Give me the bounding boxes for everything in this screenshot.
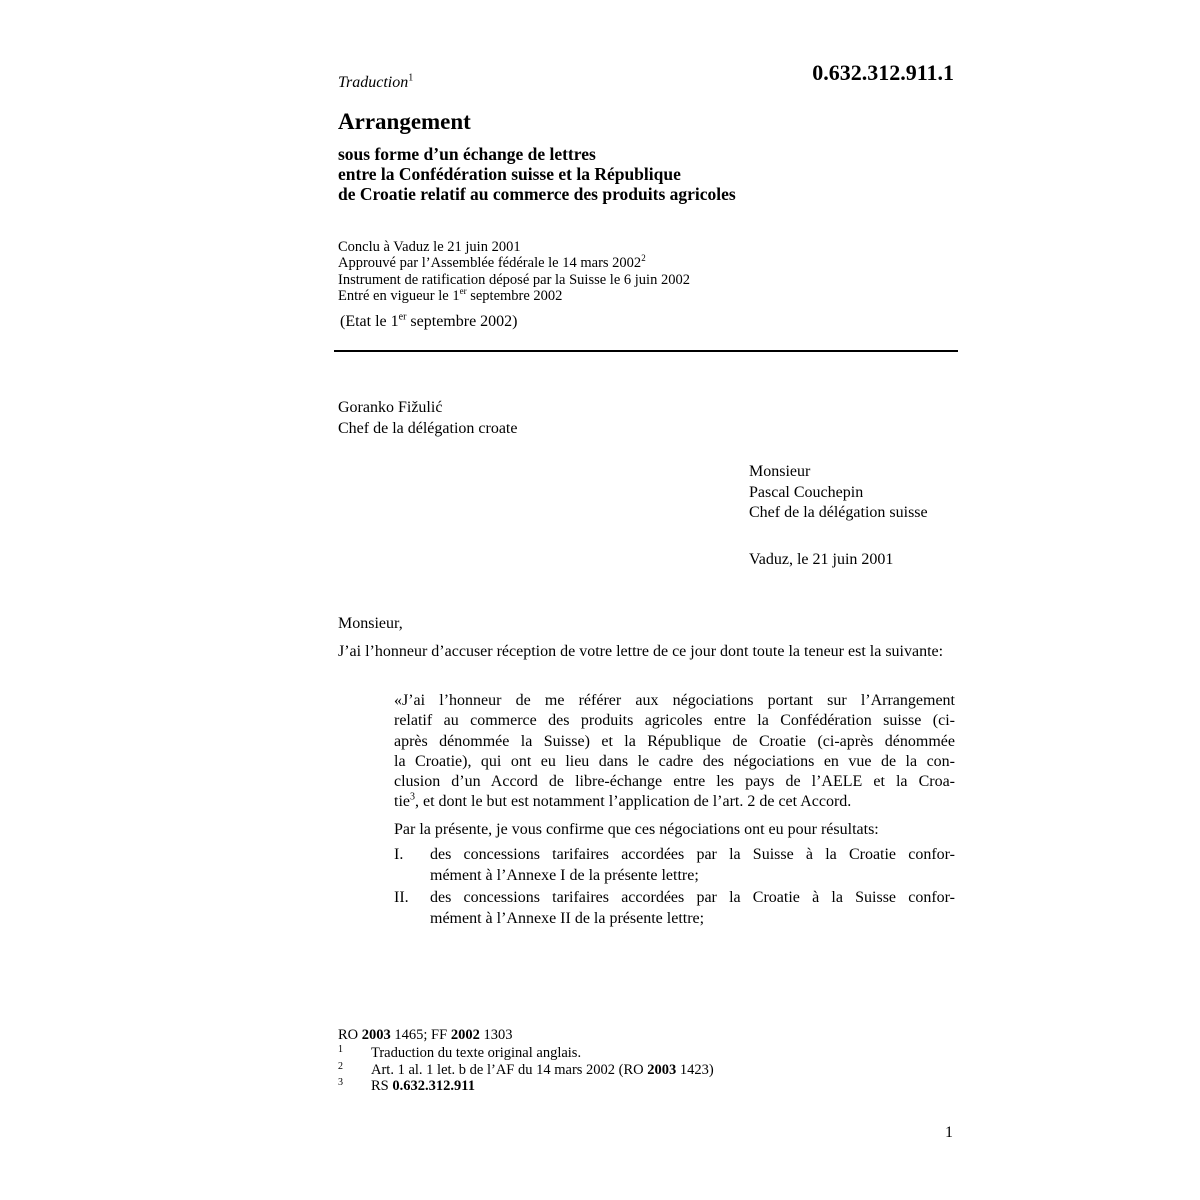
footnote-text-suffix: 1423)	[679, 1061, 714, 1078]
ordinal-sup: er	[459, 286, 467, 297]
subtitle-line: de Croatie relatif au commerce des produits agricoles	[338, 184, 736, 204]
subtitle-line: sous forme d’un échange de lettres	[338, 144, 596, 164]
result-item-text	[430, 845, 955, 886]
footnote-number: 3	[338, 1077, 343, 1088]
official-source	[338, 1027, 512, 1044]
footnote-text	[371, 1062, 714, 1078]
subtitle-line: entre la Confédération suisse et la République	[338, 164, 681, 184]
quote-last-suffix: , et dont le but est notamment l’application de l’art. 2 de cet Accord.	[415, 793, 852, 811]
quoted-letter	[394, 691, 955, 813]
quote-line: clusion d’un Accord de libre-échange entre les pays de l’AELE et la Croa-	[394, 773, 955, 791]
footnotes	[338, 1045, 714, 1095]
footnote-text	[371, 1078, 475, 1094]
footnote-ref-3[interactable]: 3	[410, 792, 415, 804]
result-item	[394, 845, 955, 886]
letter-salutation: Monsieur,	[338, 615, 403, 632]
state-prefix: (Etat le 1	[340, 313, 399, 330]
translation-label	[338, 74, 413, 92]
result-item-line: mément à l’Annexe II de la présente lettre;	[430, 909, 705, 927]
letter-intro: J’ai l’honneur d’accuser réception de votre lettre de ce jour dont toute la teneur est la suivante:	[338, 643, 944, 660]
recipient-role: Chef de la délégation suisse	[749, 504, 928, 521]
footnote-text-bold: 0.632.312.911	[392, 1078, 475, 1094]
quote-line: relatif au commerce des produits agricoles entre la Confédération suisse (ci-	[394, 712, 955, 730]
source-ff-page: 1303	[483, 1027, 513, 1043]
source-ro: RO	[338, 1027, 359, 1043]
quote-line: la Croatie), qui ont eu lieu dans le cadre des négociations en vue de la con-	[394, 752, 955, 770]
header-divider	[334, 350, 958, 352]
footnote-text-bold: 2003	[647, 1061, 677, 1078]
result-item-number: I.	[394, 846, 404, 863]
footnote-text-prefix: RS	[371, 1078, 389, 1094]
result-item-line: des concessions tarifaires accordées par la Suisse à la Croatie confor-	[430, 846, 955, 863]
recipient-name: Pascal Couchepin	[749, 483, 864, 501]
rs-number: 0.632.312.911.1	[812, 60, 954, 85]
result-item-line: mément à l’Annexe I de la présente lettre;	[430, 866, 699, 884]
result-item	[394, 888, 955, 929]
source-ff-year: 2002	[450, 1027, 480, 1043]
concluded-date: Conclu à Vaduz le 21 juin 2001	[338, 239, 521, 255]
footnote-number: 2	[338, 1060, 343, 1072]
result-item-line: des concessions tarifaires accordées par la Croatie à la Suisse confor-	[430, 889, 955, 906]
sender-name: Goranko Fižulić	[338, 399, 443, 416]
quote-line	[394, 792, 955, 812]
quote-line: après dénommée la Suisse) et la République de Croatie (ci-après dénommée	[394, 732, 955, 750]
translation-label-text: Traduction	[338, 74, 409, 91]
footnote-text-prefix: Art. 1 al. 1 let. b de l’AF du 14 mars 2002 (RO	[371, 1061, 644, 1078]
in-force-suffix: septembre 2002	[466, 287, 563, 304]
confirmation-sentence: Par la présente, je vous confirme que ces négociations ont eu pour résultats:	[394, 821, 879, 838]
recipient-block	[749, 462, 928, 524]
state-date	[340, 313, 518, 331]
footnote	[338, 1062, 714, 1079]
ordinal-sup: er	[398, 311, 407, 323]
footnote-ref-2[interactable]: 2	[641, 253, 646, 264]
footnote	[338, 1078, 714, 1095]
enactment-metadata	[338, 239, 690, 304]
state-suffix: septembre 2002)	[406, 313, 518, 330]
sender-block	[338, 397, 517, 439]
recipient-salutation: Monsieur	[749, 463, 811, 480]
footnote-text: Traduction du texte original anglais.	[371, 1045, 582, 1061]
result-item-number: II.	[394, 889, 409, 906]
document-subtitle	[338, 144, 736, 204]
approved-text: Approuvé par l’Assemblée fédérale le 14 mars 2002	[338, 255, 642, 272]
quote-line: «J’ai l’honneur de me référer aux négociations portant sur l’Arrangement	[394, 692, 955, 709]
document-title: Arrangement	[338, 109, 471, 134]
footnote-number: 1	[338, 1044, 343, 1055]
source-ro-year: 2003	[361, 1027, 391, 1043]
place-date: Vaduz, le 21 juin 2001	[749, 551, 894, 568]
approved-date	[338, 255, 690, 271]
result-item-text	[430, 888, 955, 929]
ratification-date: Instrument de ratification déposé par la Suisse le 6 juin 2002	[338, 271, 690, 288]
source-ro-page: 1465; FF	[394, 1027, 448, 1043]
footnote-ref-1[interactable]: 1	[408, 72, 414, 84]
page-number: 1	[945, 1124, 953, 1141]
footnote	[338, 1045, 714, 1062]
sender-role: Chef de la délégation croate	[338, 420, 518, 437]
quote-last-prefix: tie	[394, 793, 410, 811]
in-force-prefix: Entré en vigueur le 1	[338, 287, 460, 304]
in-force-date	[338, 288, 690, 304]
